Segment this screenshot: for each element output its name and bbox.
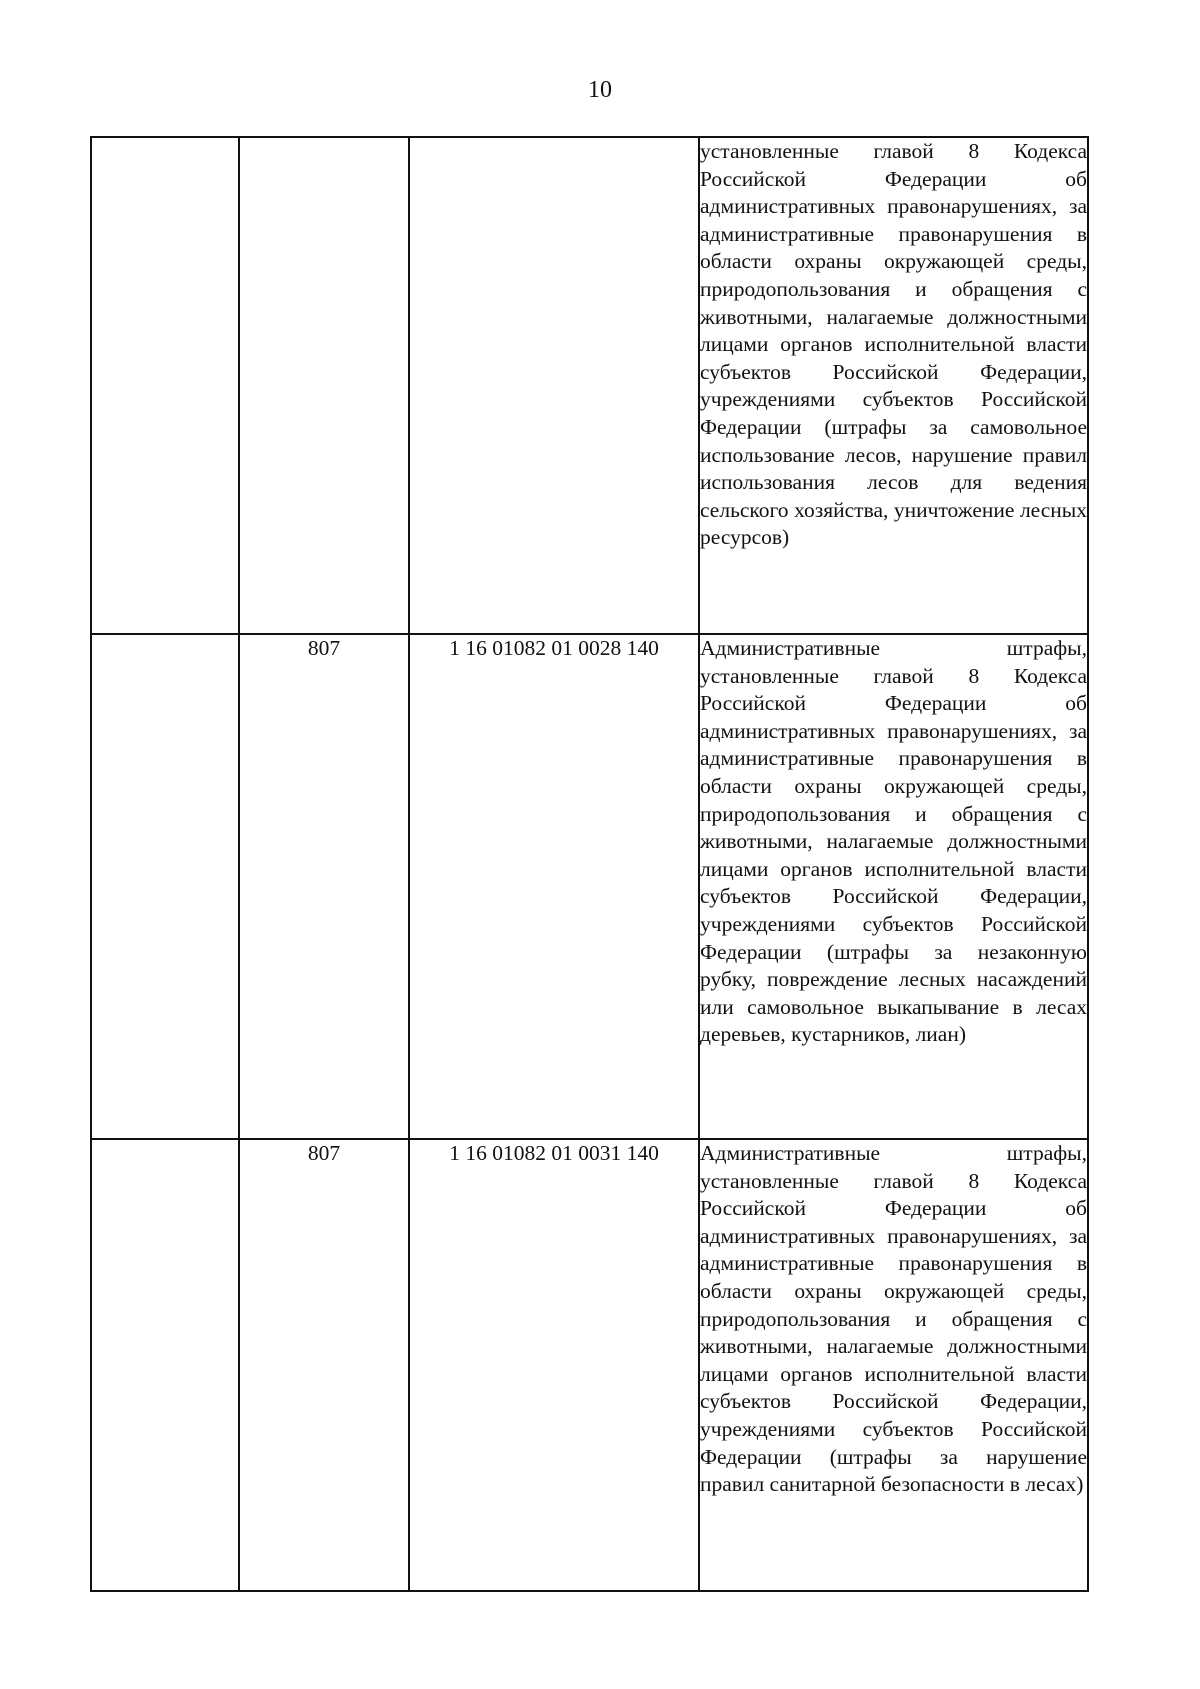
row-number-cell (91, 634, 239, 1139)
income-name-cell: Административные штрафы, установленные главой 8 Кодекса Российской Федерации об административных правонарушениях, за административные правонарушения в области охраны окружающей среды, природопользования и обращения с животными, налагаемые должностными лицами органов исполнительной власти субъектов Российской Федерации, учреждениями субъектов Российской Федерации (штрафы за нарушение правил санитарной безопасности в лесах) (699, 1139, 1088, 1591)
row-number-cell (91, 1139, 239, 1591)
income-codes-table (90, 136, 1089, 1592)
admin-code-cell: 807 (239, 634, 409, 1139)
row-number-cell (91, 137, 239, 634)
kbk-code-cell: 1 16 01082 01 0031 140 (409, 1139, 699, 1591)
table-row (91, 1139, 1088, 1591)
table-row (91, 634, 1088, 1139)
income-name-cell: Административные штрафы, установленные главой 8 Кодекса Российской Федерации об административных правонарушениях, за административные правонарушения в области охраны окружающей среды, природопользования и обращения с животными, налагаемые должностными лицами органов исполнительной власти субъектов Российской Федерации, учреждениями субъектов Российской Федерации (штрафы за незаконную рубку, повреждение лесных насаждений или самовольное выкапывание в лесах деревьев, кустарников, лиан) (699, 634, 1088, 1139)
page-number: 10 (588, 77, 612, 103)
kbk-code-cell: 1 16 01082 01 0028 140 (409, 634, 699, 1139)
table-row (91, 137, 1088, 634)
kbk-code-cell (409, 137, 699, 634)
income-name-cell: установленные главой 8 Кодекса Российской Федерации об административных правонарушениях, за административные правонарушения в области охраны окружающей среды, природопользования и обращения с животными, налагаемые должностными лицами органов исполнительной власти субъектов Российской Федерации, учреждениями субъектов Российской Федерации (штрафы за самовольное использование лесов, нарушение правил использования лесов для ведения сельского хозяйства, уничтожение лесных ресурсов) (699, 137, 1088, 634)
admin-code-cell (239, 137, 409, 634)
admin-code-cell: 807 (239, 1139, 409, 1591)
